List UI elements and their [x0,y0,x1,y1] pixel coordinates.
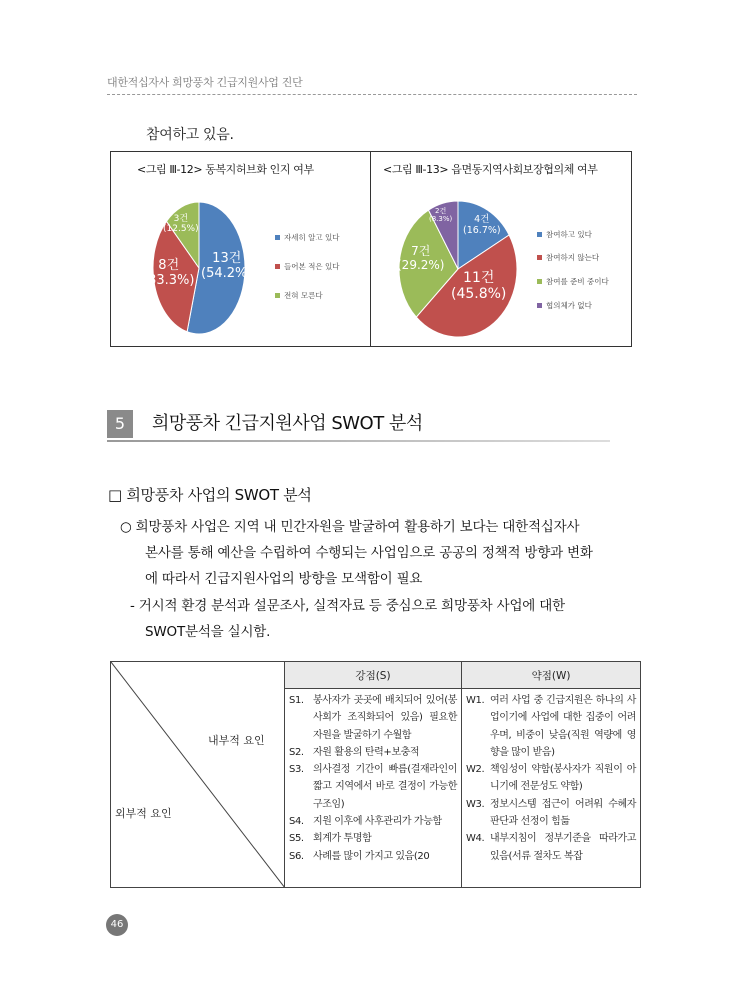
item-code: S4. [289,816,304,828]
figure-divider [370,151,371,347]
weaknesses-cell [462,689,641,888]
item-text: 의사결정 기간이 빠름(결재라인이 짧고 지역에서 바로 결정이 가능한 구조임) [313,764,457,810]
pie12-label-slice1: 13건 (54.2%) [201,251,253,281]
legend-label: 들어본 적은 있다 [284,262,340,271]
external-factor-label: 외부적 요인 [115,807,172,820]
item-text: 지원 이후에 사후관리가 가능함 [313,816,442,828]
item-text: 봉사자가 곳곳에 배치되어 있어(봉사회가 조직화되어 있음) 필요한 자원을 발굴하기 수월함 [313,695,457,741]
item-code: W2. [466,764,485,776]
strength-item [289,813,457,830]
legend-item [275,261,339,272]
intro-text: 참여하고 있음. [146,127,234,143]
legend-label: 참여를 준비 중이다 [546,277,609,286]
item-text: 자원 활용의 탄력+보충적 [313,746,420,758]
legend-item [275,290,323,301]
legend-label: 자세히 알고 있다 [284,233,340,242]
weakness-item [466,692,636,761]
pie12-label-slice2: 8건 (33.3%) [143,258,195,288]
header-divider [107,94,637,95]
paragraph-2-line-2: SWOT분석을 실시함. [145,624,271,640]
legend-swatch [275,264,280,269]
legend-item [537,300,592,311]
legend-swatch [275,293,280,298]
figure-13-title: <그림 Ⅲ-13> 읍면동지역사회보장협의체 여부 [383,163,598,176]
strengths-list [285,689,461,865]
strength-item [289,692,457,744]
item-code: W4. [466,833,485,845]
section-number: 5 [107,410,133,438]
figure-12-title: <그림 Ⅲ-12> 동복지허브화 인지 여부 [137,163,314,176]
weaknesses-list [462,689,640,865]
strength-item [289,848,457,865]
item-text: 사례를 많이 가지고 있음(20 [313,850,430,862]
section-underline [107,440,610,442]
pie13-label-slice3: 7건 (29.2%) [397,244,445,272]
item-text: 내부지침이 정부기준을 따라가고 있음(서류 절차도 복잡 [490,833,636,862]
item-text: 회계가 투명함 [313,833,372,845]
legend-swatch [537,303,542,308]
paragraph-2-line-1: - 거시적 환경 분석과 설문조사, 실적자료 등 중심으로 희망풍차 사업에 대한 [130,598,565,614]
legend-item [537,252,599,263]
legend-item [537,229,592,240]
legend-label: 전혀 모른다 [284,291,323,300]
item-code: S5. [289,833,304,845]
paragraph-1-line-1: ○ 희망풍차 사업은 지역 내 민간자원을 발굴하여 활용하기 보다는 대한적십자사 [120,519,580,535]
weakness-item [466,796,636,831]
item-code: W3. [466,798,485,810]
section-title: 희망풍차 긴급지원사업 SWOT 분석 [152,413,423,434]
swot-corner-cell [111,662,285,888]
pie13-label-slice1: 4건 (16.7%) [463,214,501,236]
legend-swatch [537,279,542,284]
item-code: W1. [466,695,485,706]
legend-item [537,276,609,287]
running-header: 대한적십자사 희망풍차 긴급지원사업 진단 [107,76,303,89]
strength-item [289,830,457,847]
weakness-header: 약점(W) [462,662,641,689]
legend-swatch [537,232,542,237]
item-text: 책임성이 약함(봉사자가 직원이 아니기에 전문성도 약함) [490,764,636,793]
paragraph-1-line-3: 에 따라서 긴급지원사업의 방향을 모색함이 필요 [145,571,423,587]
strength-header: 강점(S) [285,662,462,689]
pie13-label-slice4: 2건 (8.3%) [429,207,453,224]
item-code: S2. [289,746,304,758]
paragraph-1-line-2: 본사를 통해 예산을 수립하여 수행되는 사업임으로 공공의 정책적 방향과 변화 [145,545,593,561]
legend-swatch [275,235,280,240]
legend-swatch [537,255,542,260]
diagonal-line [111,662,285,888]
pie12-label-slice3: 3건 (12.5%) [163,214,199,235]
internal-factor-label: 내부적 요인 [208,734,265,747]
item-code: S6. [289,850,304,862]
pie13-label-slice2: 11건 (45.8%) [451,270,507,303]
item-text: 여러 사업 중 긴급지원은 하나의 사업이기에 사업에 대한 집중이 어려우며, 비중이 낮음(직원 역량에 영향을 많이 받음) [490,695,636,758]
subheading: □ 희망풍차 사업의 SWOT 분석 [108,486,312,504]
legend-label: 협의체가 없다 [546,301,592,310]
strength-item [289,761,457,813]
weakness-item [466,830,636,865]
page-number: 46 [106,914,128,936]
weakness-item [466,761,636,796]
legend-label: 참여하지 않는다 [546,253,600,262]
legend-label: 참여하고 있다 [546,230,592,239]
item-code: S1. [289,695,304,706]
item-code: S3. [289,764,304,776]
strengths-cell [285,689,462,888]
legend-item [275,232,339,243]
strength-item [289,744,457,761]
item-text: 정보시스템 접근이 어려워 수혜자 판단과 선정이 힘듦 [490,798,636,828]
swot-table [110,661,641,888]
